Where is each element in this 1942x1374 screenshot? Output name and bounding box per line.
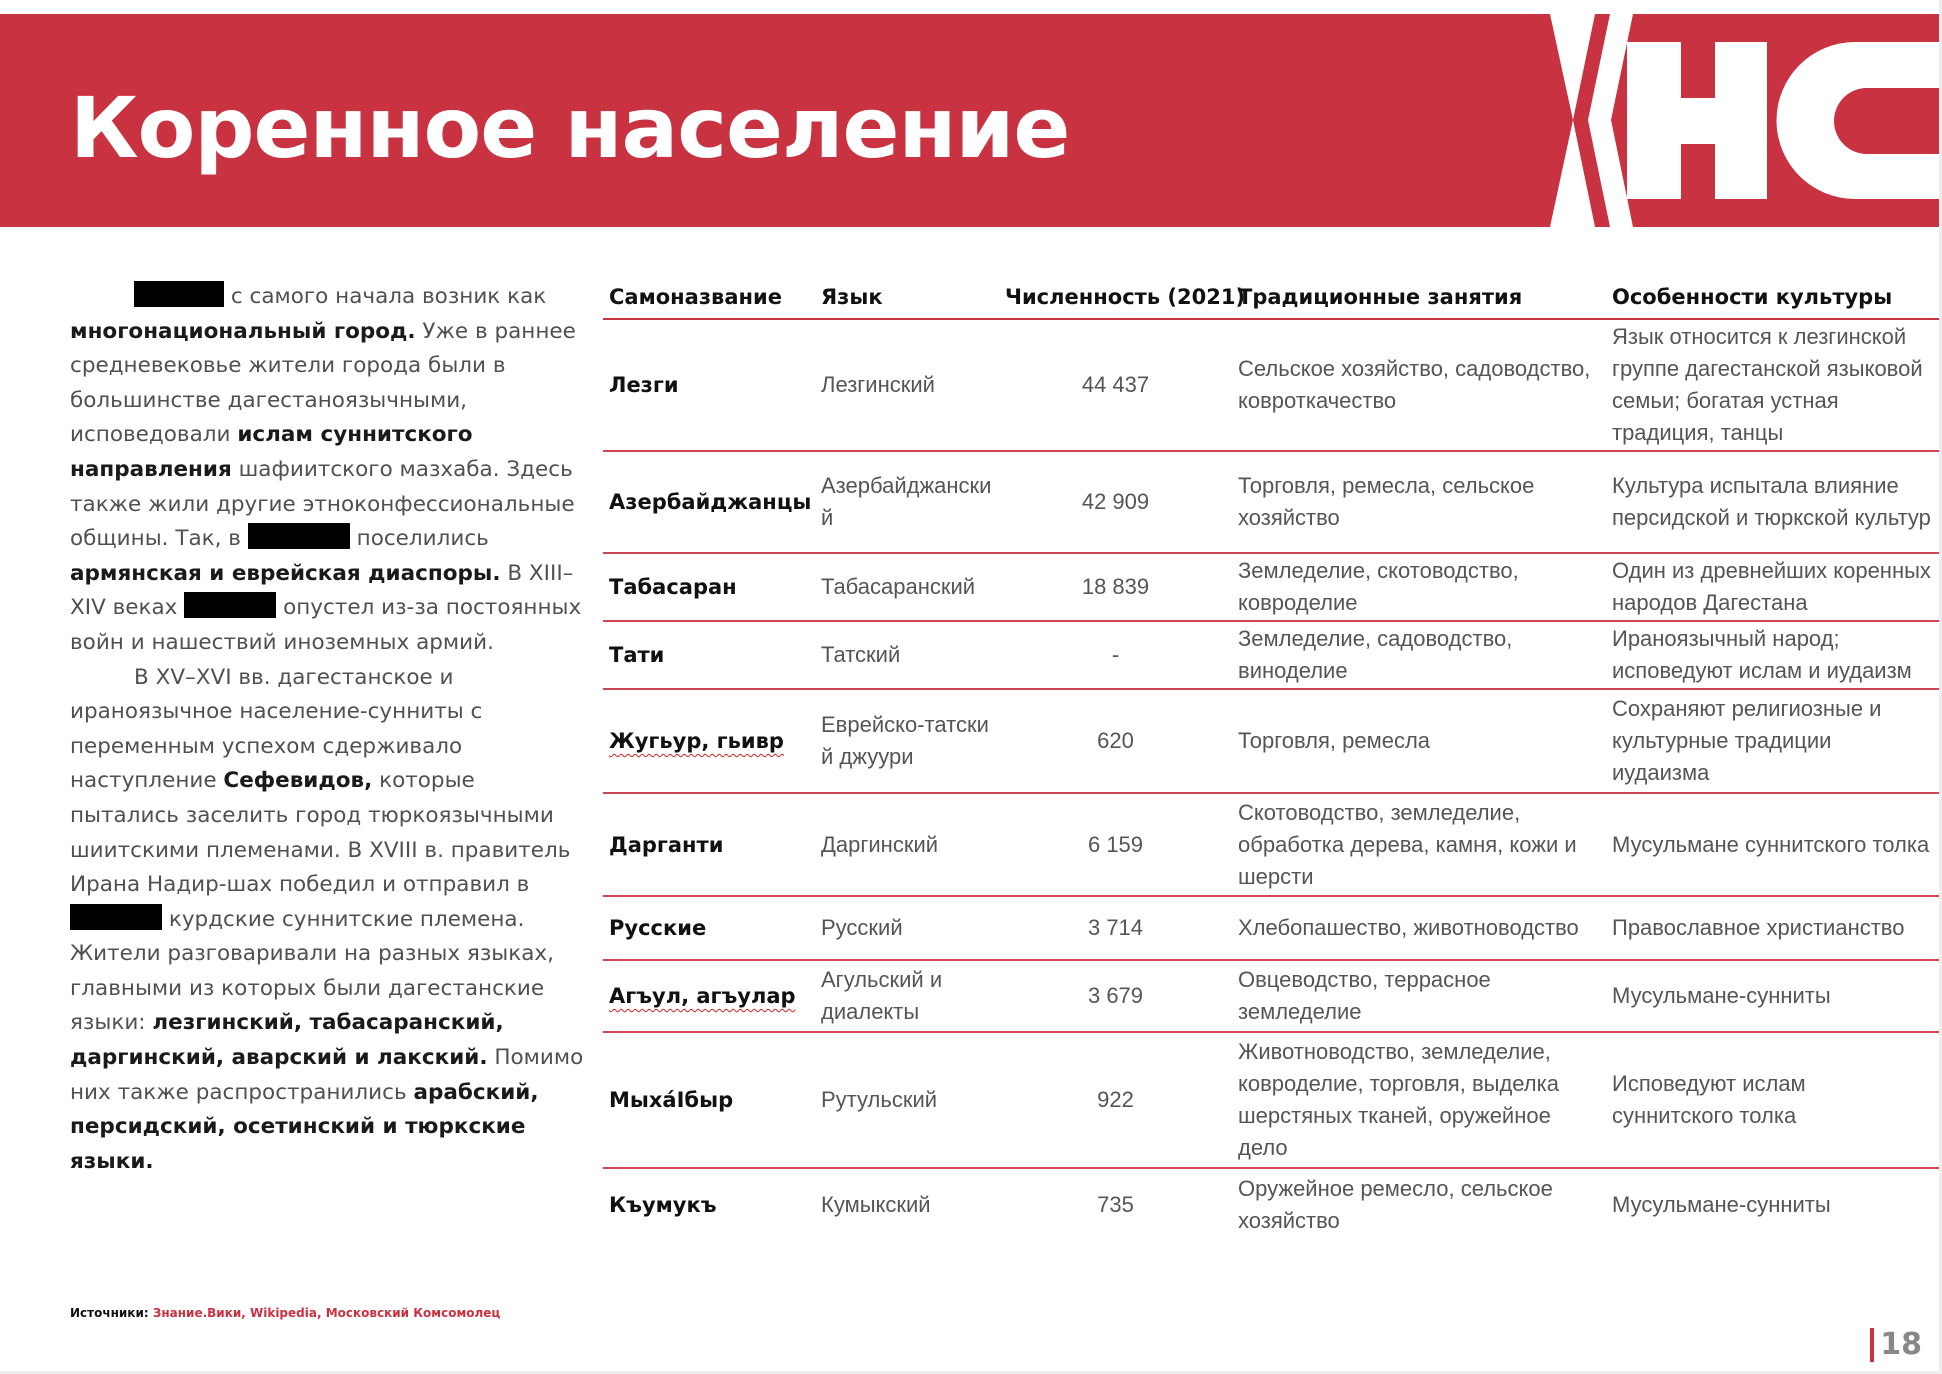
redacted-city-name [70,904,162,930]
cell-population: 735 [1097,1191,1134,1217]
cell-occupations: Животноводство, земледелие, ковроделие, торговля, выделка шерстяных тканей, оружейное дело [1232,1032,1606,1168]
cell-language: Рутульский [815,1032,999,1168]
header-language: Язык [815,276,999,319]
cell-self-name: Агъул, агъулар [603,960,815,1032]
header-culture: Особенности культуры [1606,276,1939,319]
table-row [603,621,1939,689]
cell-occupations: Земледелие, садоводство, виноделие [1232,621,1606,689]
cell-self-name: Лезги [603,319,815,451]
cell-occupations: Оружейное ремесло, сельское хозяйство [1238,1175,1553,1233]
cell-occupations: Торговля, ремесла [1232,689,1606,793]
brand-logo [1515,14,1942,227]
redacted-city-name [248,523,350,549]
cell-population: 6 159 [999,793,1232,896]
page-title: Коренное население [70,79,1070,177]
intro-text [70,280,590,1179]
cell-population: 42 909 [999,451,1232,553]
cell-population: 3 679 [999,960,1232,1032]
header-occupations: Традиционные занятия [1232,276,1606,319]
cell-language: Еврейско-татский джуури [815,689,999,793]
paragraph-2: В XV–XVI вв. дагестанское и ираноязычное население-сунниты с переменным успехом сдерживало наступление Сефевидов, которые пытались заселить город тюркоязычными шиитскими племенами. В XVIII в. правитель Ирана Надир-шах победил и отправил в курдские суннитские племена. Жители разговаривали на разных языках, главными из которых были дагестанские языки: лезгинский, табасаранский, даргинский, аварский и лакский. Помимо них также распространились арабский, персидский, осетинский и тюркские языки. [70,664,584,1174]
cell-self-name: Азербайджанцы [603,451,815,553]
cell-occupations: Скотоводство, земледелие, обработка дерева, камня, кожи и шерсти [1232,793,1606,896]
cell-self-name: Мыха́Iбыр [603,1032,815,1168]
cell-language: Лезгинский [815,319,999,451]
cell-occupations: Торговля, ремесла, сельское хозяйство [1232,451,1606,553]
cell-self-name: Жугьур, гьивр [603,689,815,793]
cell-self-name: Дарганти [603,793,815,896]
cell-culture: Культура испытала влияние персидской и тюркской культур [1606,451,1939,553]
table-row [603,960,1939,1032]
table-row [603,553,1939,621]
sources-footnote [70,1306,500,1320]
cell-language: Азербайджанский [815,451,999,553]
cell-culture: Православное христианство [1606,896,1939,960]
table-row [603,689,1939,793]
cell-culture: Ираноязычный народ; исповедуют ислам и иудаизм [1606,621,1939,689]
cell-occupations: Хлебопашество, животноводство [1232,896,1606,960]
sources-label: Источники: [70,1306,153,1320]
cell-population: 44 437 [999,319,1232,451]
cell-culture: Мусульмане-сунниты [1606,960,1939,1032]
cell-occupations: Сельское хозяйство, садоводство, ковроткачество [1232,319,1606,451]
cell-culture: Язык относится к лезгинской группе дагестанской языковой семьи; богатая устная традиция, танцы [1606,319,1939,451]
peoples-table [603,276,1939,1240]
cell-population: 3 714 [999,896,1232,960]
page-number: 18 [1870,1328,1922,1362]
title-banner [0,14,1942,227]
cell-self-name: Тати [603,621,815,689]
table-row [603,319,1939,451]
cell-self-name: Къумукъ [609,1192,717,1217]
redacted-city-name [134,281,224,307]
cell-language: Табасаранский [815,553,999,621]
cell-population: - [999,621,1232,689]
cell-occupations: Овцеводство, террасное земледелие [1232,960,1606,1032]
cell-occupations: Земледелие, скотоводство, ковроделие [1232,553,1606,621]
table-row [603,896,1939,960]
cell-language: Татский [815,621,999,689]
cell-population: 620 [999,689,1232,793]
cell-culture: Сохраняют религиозные и культурные традиции иудаизма [1606,689,1939,793]
cell-self-name: Русские [603,896,815,960]
header-population: Численность (2021) [999,276,1232,319]
redacted-city-name [184,592,276,618]
cell-culture: Исповедуют ислам суннитского толка [1606,1032,1939,1168]
cell-culture: Мусульмане суннитского толка [1606,793,1939,896]
cell-population: 922 [999,1032,1232,1168]
cell-language: Даргинский [815,793,999,896]
paragraph-1: с самого начала возник как многонациональный город. Уже в раннее средневековье жители города были в большинстве дагестаноязычными, исповедовали ислам суннитского направления шафиитского мазхаба. Здесь также жили другие этноконфессиональные общины. Так, в поселились армянская и еврейская диаспоры. В XIII–XIV веках опустел из-за постоянных войн и нашествий иноземных армий. [70,280,590,661]
sources-list: Знание.Вики, Wikipedia, Московский Комсомолец [152,1306,501,1320]
cell-culture: Один из древнейших коренных народов Дагестана [1606,553,1939,621]
table-row [603,451,1939,553]
cell-self-name: Табасаран [603,553,815,621]
table-row [603,793,1939,896]
table-header-row [603,276,1939,319]
cell-language: Русский [815,896,999,960]
cell-population: 18 839 [999,553,1232,621]
header-self-name: Самоназвание [603,276,815,319]
table-row [603,1168,1939,1240]
table-row [603,1032,1939,1168]
cell-language: Агульский и диалекты [815,960,999,1032]
cell-culture: Мусульмане-сунниты [1612,1191,1831,1217]
cell-language: Кумыкский [821,1191,931,1217]
